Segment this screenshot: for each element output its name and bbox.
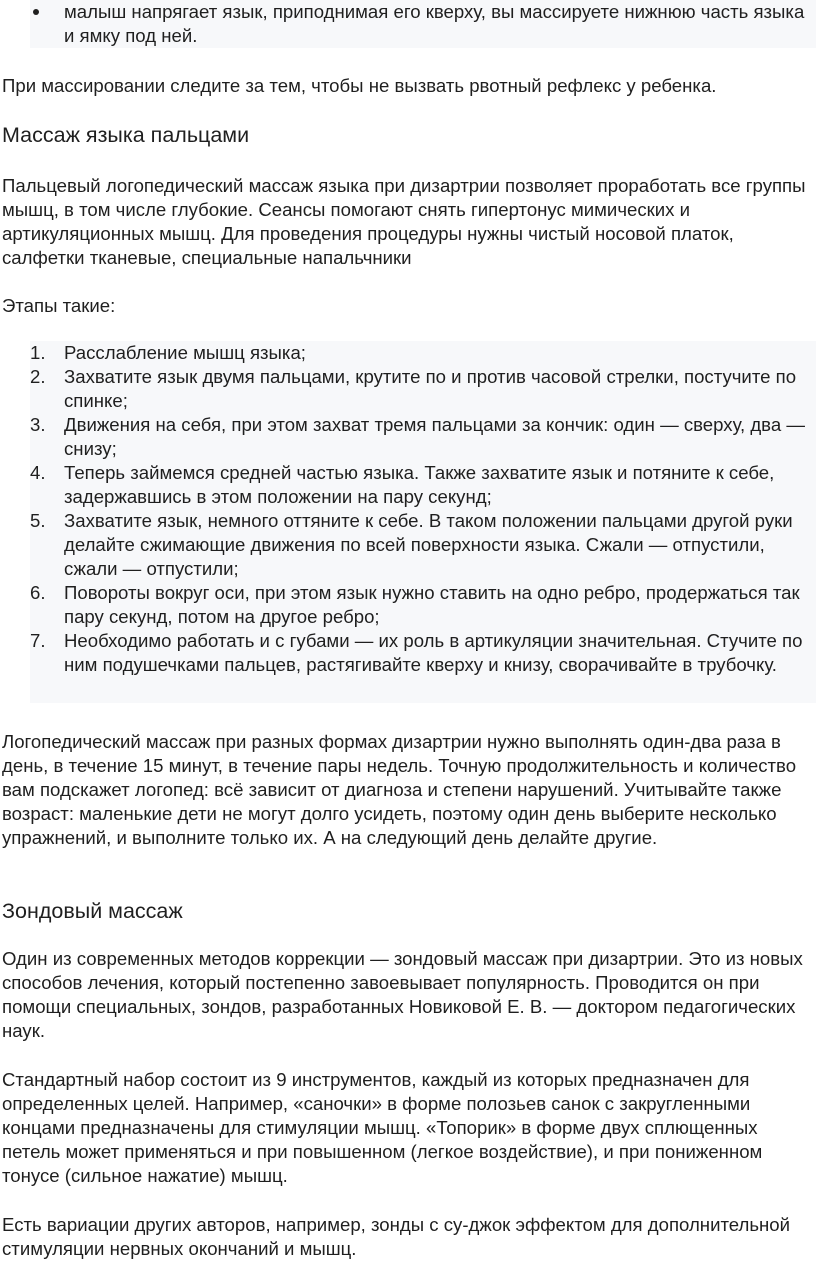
stages-list xyxy=(30,341,816,703)
step-text: Повороты вокруг оси, при этом язык нужно ставить на одно ребро, продержаться так пару секунд, потом на другое ребро; xyxy=(64,582,800,627)
finger-massage-paragraph: Пальцевый логопедический массаж языка при дизартрии позволяет проработать все группы мышц, в том числе глубокие. Сеансы помогают снять гипертонус мимических и артикуляционных мышц. Для проведения процедуры нужны чистый носовой платок, салфетки тканевые, специальные напальчники xyxy=(2,175,806,268)
step-text: Захватите язык двумя пальцами, крутите по и против часовой стрелки, постучите по спинке; xyxy=(64,366,797,411)
list-item xyxy=(30,581,816,629)
intro-bullet-text: малыш напрягает язык, приподнимая его кверху, вы массируете нижнюю часть языка и ямку под ней. xyxy=(64,1,805,46)
list-item xyxy=(30,509,816,581)
step-text: Расслабление мышц языка; xyxy=(64,342,306,363)
step-number: 1. xyxy=(30,342,46,363)
list-item xyxy=(30,365,816,413)
section-title-probe-massage: Зондовый массаж xyxy=(2,899,183,923)
list-item xyxy=(30,413,816,461)
intro-bullet-list xyxy=(30,0,816,48)
stages-label: Этапы такие: xyxy=(2,295,116,316)
step-number: 4. xyxy=(30,462,46,483)
step-text: Захватите язык, немного оттяните к себе. В таком положении пальцами другой руки делайте сжимающие движения по всей поверхности языка. Сжали — отпустили, сжали — отпустили; xyxy=(64,510,793,579)
step-number: 6. xyxy=(30,582,46,603)
probe-massage-paragraph-3: Есть вариации других авторов, например, зонды с су-джок эффектом для дополнительной стимуляции нервных окончаний и мышц. xyxy=(2,1214,791,1259)
finger-massage-closing-paragraph: Логопедический массаж при разных формах дизартрии нужно выполнять один-два раза в день, в течение 15 минут, в течение пары недель. Точную продолжительность и количество вам подскажет логопед: всё зависит от диагноза и степени нарушений. Учитывайте также возраст: маленькие дети не могут долго усидеть, поэтому один день выберите несколько упражнений, и выполните только их. А на следующий день делайте другие. xyxy=(2,731,797,848)
probe-massage-paragraph-1: Один из современных методов коррекции — зондовый массаж при дизартрии. Это из новых способов лечения, который постепенно завоевывает популярность. Проводится он при помощи специальных, зондов, разработанных Новиковой Е. В. — доктором педагогических наук. xyxy=(2,948,803,1041)
section-title-finger-massage: Массаж языка пальцами xyxy=(2,123,250,147)
step-number: 2. xyxy=(30,366,46,387)
list-item xyxy=(30,461,816,509)
bullet-icon xyxy=(33,9,39,15)
list-item xyxy=(30,0,816,48)
list-item xyxy=(30,341,816,365)
probe-massage-paragraph-2: Стандартный набор состоит из 9 инструментов, каждый из которых предназначен для определенных целей. Например, «саночки» в форме полозьев санок с закругленными концами предназначены для стимуляции мышц. «Топорик» в форме двух сплющенных петель может применяться и при повышенном (легкое воздействие), и при пониженном тонусе (сильное нажатие) мышц. xyxy=(2,1069,763,1186)
step-text: Движения на себя, при этом захват тремя пальцами за кончик: один — сверху, два — снизу; xyxy=(64,414,805,459)
list-item xyxy=(30,629,816,677)
step-number: 7. xyxy=(30,630,46,651)
step-text: Теперь займемся средней частью языка. Также захватите язык и потяните к себе, задержавшись в этом положении на пару секунд; xyxy=(64,462,775,507)
step-text: Необходимо работать и с губами — их роль в артикуляции значительная. Стучите по ним подушечками пальцев, растягивайте кверху и книзу, сворачивайте в трубочку. xyxy=(64,630,803,675)
step-number: 3. xyxy=(30,414,46,435)
step-number: 5. xyxy=(30,510,46,531)
warning-paragraph: При массировании следите за тем, чтобы не вызвать рвотный рефлекс у ребенка. xyxy=(2,75,717,96)
